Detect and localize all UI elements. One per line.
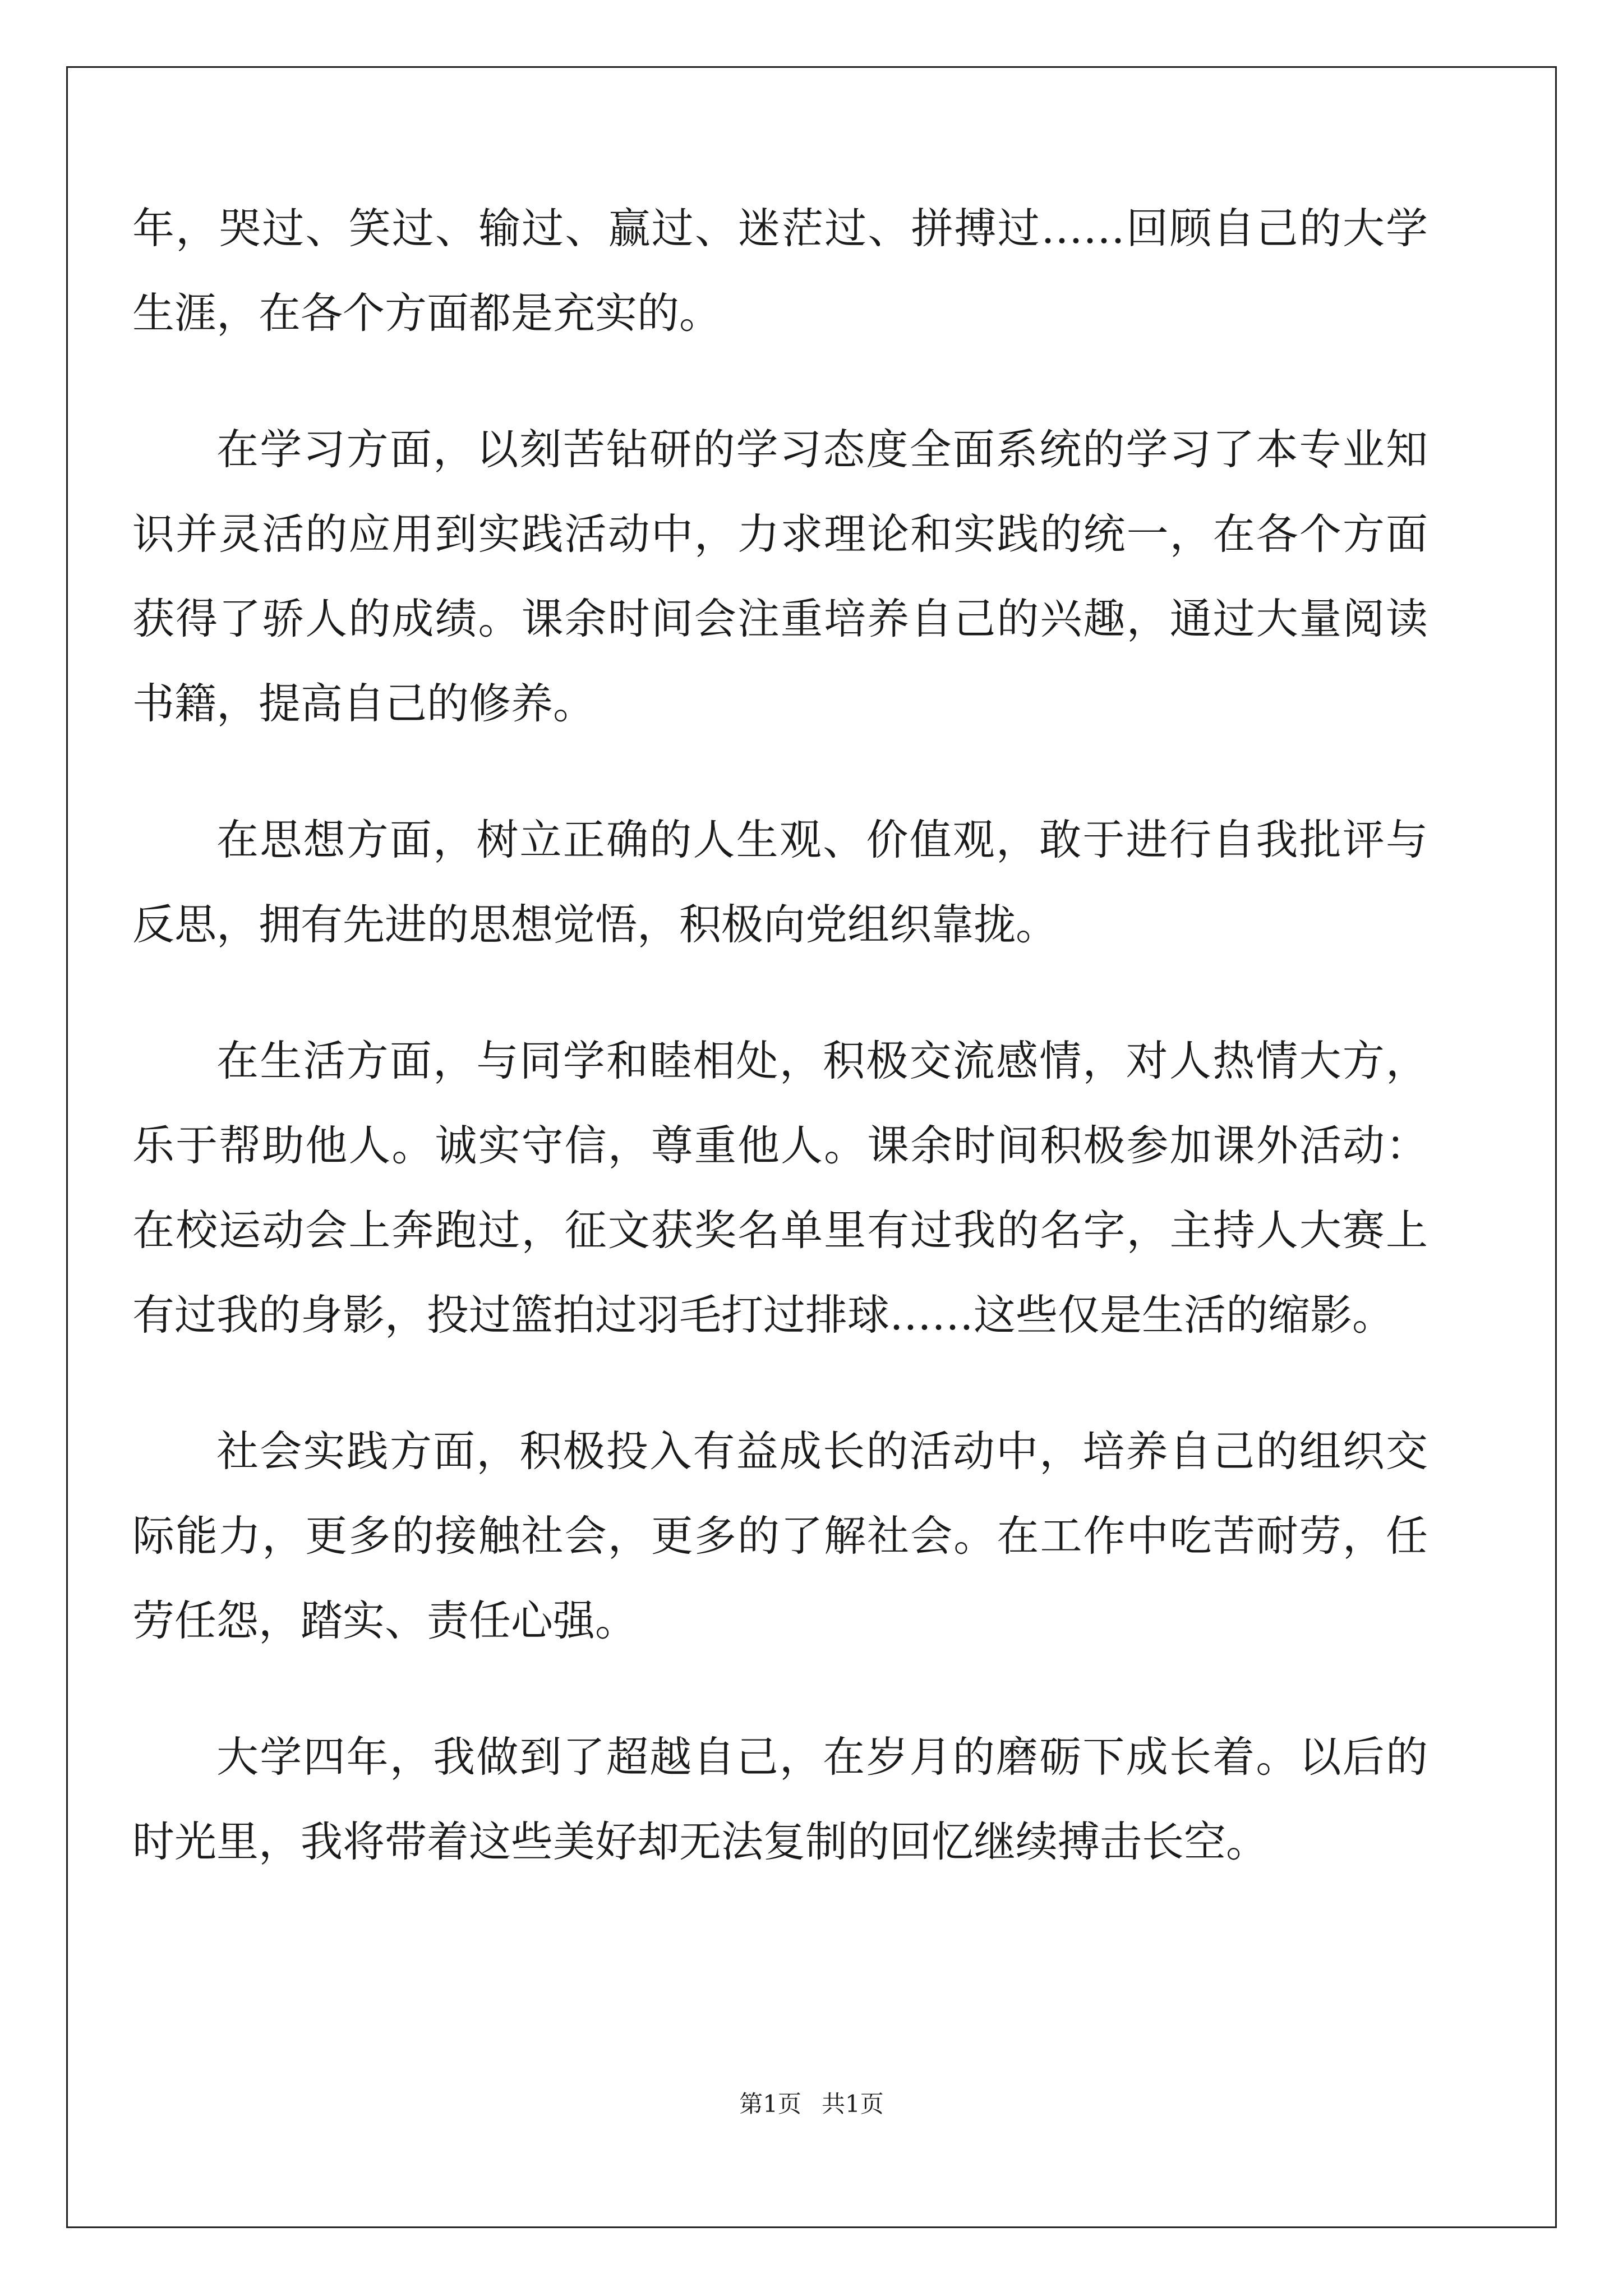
page-footer (0, 2086, 1623, 2119)
paragraph-social-practice: 社会实践方面，积极投入有益成长的活动中，培养自己的组织交际能力，更多的接触社会，更多的了解社会。在工作中吃苦耐劳，任劳任怨，踏实、责任心强。 (132, 1427, 1428, 1645)
paragraph-conclusion: 大学四年，我做到了超越自己，在岁月的磨砺下成长着。以后的时光里，我将带着这些美好却无法复制的回忆继续搏击长空。 (132, 1732, 1428, 1866)
document-body (132, 186, 1428, 1936)
page-total: 共1页 (822, 2090, 884, 2118)
paragraph-intro: 年，哭过、笑过、输过、赢过、迷茫过、拼搏过……回顾自己的大学生涯，在各个方面都是充实的。 (132, 204, 1428, 338)
page-number: 第1页 (739, 2090, 801, 2118)
paragraph-life: 在生活方面，与同学和睦相处，积极交流感情，对人热情大方，乐于帮助他人。诚实守信，尊重他人。课余时间积极参加课外活动：在校运动会上奔跑过，征文获奖名单里有过我的名字，主持人大赛上有过我的身影，投过篮拍过羽毛打过排球……这些仅是生活的缩影。 (132, 1036, 1428, 1340)
paragraph-thought: 在思想方面，树立正确的人生观、价值观，敢于进行自我批评与反思，拥有先进的思想觉悟，积极向党组织靠拢。 (132, 815, 1428, 949)
paragraph-study: 在学习方面，以刻苦钻研的学习态度全面系统的学习了本专业知识并灵活的应用到实践活动中，力求理论和实践的统一，在各个方面获得了骄人的成绩。课余时间会注重培养自己的兴趣，通过大量阅读书籍，提高自己的修养。 (132, 425, 1428, 728)
